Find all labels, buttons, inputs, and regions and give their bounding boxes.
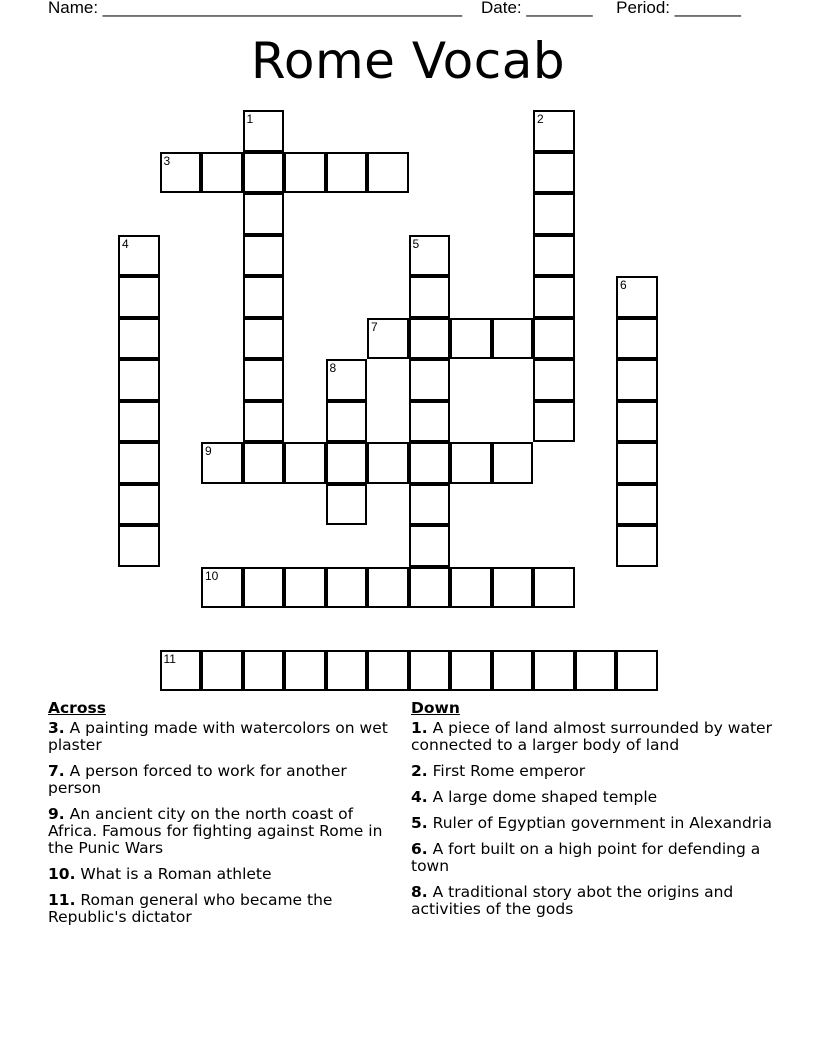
clue-item xyxy=(48,806,398,857)
grid-cell[interactable] xyxy=(616,276,658,318)
grid-cell[interactable] xyxy=(367,567,409,609)
grid-cell[interactable] xyxy=(284,442,326,484)
clue-item-number: 6. xyxy=(411,840,428,858)
clue-item xyxy=(48,892,398,926)
clue-number: 7 xyxy=(371,319,378,334)
down-clues xyxy=(411,700,781,927)
grid-cell[interactable] xyxy=(616,484,658,526)
grid-cell[interactable] xyxy=(616,401,658,443)
clue-item-number: 7. xyxy=(48,762,65,780)
clue-item-text: A painting made with watercolors on wet plaster xyxy=(48,719,388,754)
clue-number: 5 xyxy=(412,236,420,251)
grid-cell[interactable] xyxy=(533,650,575,692)
grid-cell[interactable] xyxy=(409,484,451,526)
grid-cell[interactable] xyxy=(409,359,451,401)
grid-cell[interactable] xyxy=(409,650,451,692)
grid-cell[interactable] xyxy=(492,567,534,609)
grid-cell[interactable] xyxy=(326,442,368,484)
grid-cell[interactable] xyxy=(118,484,160,526)
clue-item xyxy=(411,789,781,806)
grid-cell[interactable] xyxy=(450,567,492,609)
clue-item-number: 5. xyxy=(411,814,428,832)
grid-cell[interactable] xyxy=(616,650,658,692)
clue-item-number: 4. xyxy=(411,788,428,806)
clue-item-text: A fort built on a high point for defending a town xyxy=(411,840,761,875)
grid-cell[interactable] xyxy=(201,152,243,194)
across-heading: Across xyxy=(48,699,106,717)
grid-cell[interactable] xyxy=(616,442,658,484)
clue-item xyxy=(411,841,781,875)
grid-cell[interactable] xyxy=(367,318,409,360)
grid-cell[interactable] xyxy=(118,359,160,401)
grid-cell[interactable] xyxy=(326,484,368,526)
clue-number: 11 xyxy=(163,651,176,666)
grid-cell[interactable] xyxy=(533,276,575,318)
grid-cell[interactable] xyxy=(450,650,492,692)
clue-item xyxy=(48,720,398,754)
clue-number: 10 xyxy=(205,568,219,583)
grid-cell[interactable] xyxy=(243,359,285,401)
clue-item-number: 11. xyxy=(48,891,76,909)
grid-cell[interactable] xyxy=(409,567,451,609)
grid-cell[interactable] xyxy=(409,525,451,567)
grid-cell[interactable] xyxy=(118,235,160,277)
grid-cell[interactable] xyxy=(284,650,326,692)
grid-cell[interactable] xyxy=(243,442,285,484)
clue-item-number: 3. xyxy=(48,719,65,737)
grid-cell[interactable] xyxy=(160,152,202,194)
grid-cell[interactable] xyxy=(118,276,160,318)
grid-cell[interactable] xyxy=(367,442,409,484)
grid-cell[interactable] xyxy=(243,276,285,318)
grid-cell[interactable] xyxy=(201,567,243,609)
grid-cell[interactable] xyxy=(409,318,451,360)
clue-item-text: Ruler of Egyptian government in Alexandria xyxy=(427,814,772,832)
grid-cell[interactable] xyxy=(243,152,285,194)
grid-cell[interactable] xyxy=(201,442,243,484)
grid-cell[interactable] xyxy=(492,318,534,360)
grid-cell[interactable] xyxy=(409,235,451,277)
across-clues xyxy=(48,700,398,935)
clue-item-number: 2. xyxy=(411,762,428,780)
grid-cell[interactable] xyxy=(243,110,285,152)
grid-cell[interactable] xyxy=(243,318,285,360)
page-title: Rome Vocab xyxy=(250,32,566,90)
grid-cell[interactable] xyxy=(533,318,575,360)
grid-cell[interactable] xyxy=(533,401,575,443)
name-field[interactable]: Name: ______________________________________ xyxy=(48,0,463,17)
grid-cell[interactable] xyxy=(326,650,368,692)
clue-item-text: First Rome emperor xyxy=(427,762,586,780)
grid-cell[interactable] xyxy=(243,401,285,443)
grid-cell[interactable] xyxy=(409,276,451,318)
clue-item-text: What is a Roman athlete xyxy=(75,865,272,883)
grid-cell[interactable] xyxy=(118,401,160,443)
grid-cell[interactable] xyxy=(575,650,617,692)
clue-item-text: Roman general who became the Republic's dictator xyxy=(48,891,333,926)
grid-cell[interactable] xyxy=(533,567,575,609)
grid-cell[interactable] xyxy=(243,650,285,692)
clue-item-number: 10. xyxy=(48,865,76,883)
clue-number: 3 xyxy=(163,153,171,168)
grid-cell[interactable] xyxy=(492,442,534,484)
grid-cell[interactable] xyxy=(243,193,285,235)
grid-cell[interactable] xyxy=(118,318,160,360)
grid-cell[interactable] xyxy=(533,235,575,277)
clue-item xyxy=(48,763,398,797)
grid-cell[interactable] xyxy=(533,193,575,235)
grid-cell[interactable] xyxy=(409,442,451,484)
grid-cell[interactable] xyxy=(118,442,160,484)
clue-number: 9 xyxy=(205,444,212,458)
grid-cell[interactable] xyxy=(616,525,658,567)
clue-item-number: 9. xyxy=(48,805,65,823)
grid-cell[interactable] xyxy=(284,152,326,194)
grid-cell[interactable] xyxy=(450,442,492,484)
grid-cell[interactable] xyxy=(616,359,658,401)
clue-item-text: A piece of land almost surrounded by water connected to a larger body of land xyxy=(411,719,772,754)
grid-cell[interactable] xyxy=(367,650,409,692)
grid-cell[interactable] xyxy=(616,318,658,360)
clue-number: 4 xyxy=(122,236,129,251)
clue-number: 1 xyxy=(246,112,254,126)
grid-cell[interactable] xyxy=(326,401,368,443)
clue-item xyxy=(411,884,781,918)
grid-cell[interactable] xyxy=(533,110,575,152)
grid-cell[interactable] xyxy=(118,525,160,567)
grid-cell[interactable] xyxy=(160,650,202,692)
grid-cell[interactable] xyxy=(243,567,285,609)
clue-item-text: A person forced to work for another person xyxy=(48,762,347,797)
grid-cell[interactable] xyxy=(533,152,575,194)
clue-item-text: An ancient city on the north coast of Africa. Famous for fighting against Rome in the Punic Wars xyxy=(48,805,383,857)
grid-cell[interactable] xyxy=(450,318,492,360)
clue-item-text: A large dome shaped temple xyxy=(427,788,658,806)
clue-number: 6 xyxy=(620,278,627,292)
grid-cell[interactable] xyxy=(326,359,368,401)
clue-item-number: 1. xyxy=(411,719,428,737)
clue-item xyxy=(411,763,781,780)
clue-item-number: 8. xyxy=(411,883,428,901)
grid-cell[interactable] xyxy=(284,567,326,609)
down-heading: Down xyxy=(411,699,460,717)
grid-cell[interactable] xyxy=(326,152,368,194)
grid-cell[interactable] xyxy=(409,401,451,443)
clue-number: 2 xyxy=(537,112,544,126)
period-field[interactable]: Period: _______ xyxy=(616,0,741,17)
grid-cell[interactable] xyxy=(201,650,243,692)
grid-cell[interactable] xyxy=(533,359,575,401)
clue-item xyxy=(411,720,781,754)
clue-item xyxy=(411,815,781,832)
grid-cell[interactable] xyxy=(243,235,285,277)
grid-cell[interactable] xyxy=(367,152,409,194)
grid-cell[interactable] xyxy=(326,567,368,609)
clue-item xyxy=(48,866,398,883)
grid-cell[interactable] xyxy=(492,650,534,692)
date-field[interactable]: Date: _______ xyxy=(480,0,593,17)
clue-item-text: A traditional story abot the origins and activities of the gods xyxy=(411,883,734,918)
clue-number: 8 xyxy=(329,361,337,375)
